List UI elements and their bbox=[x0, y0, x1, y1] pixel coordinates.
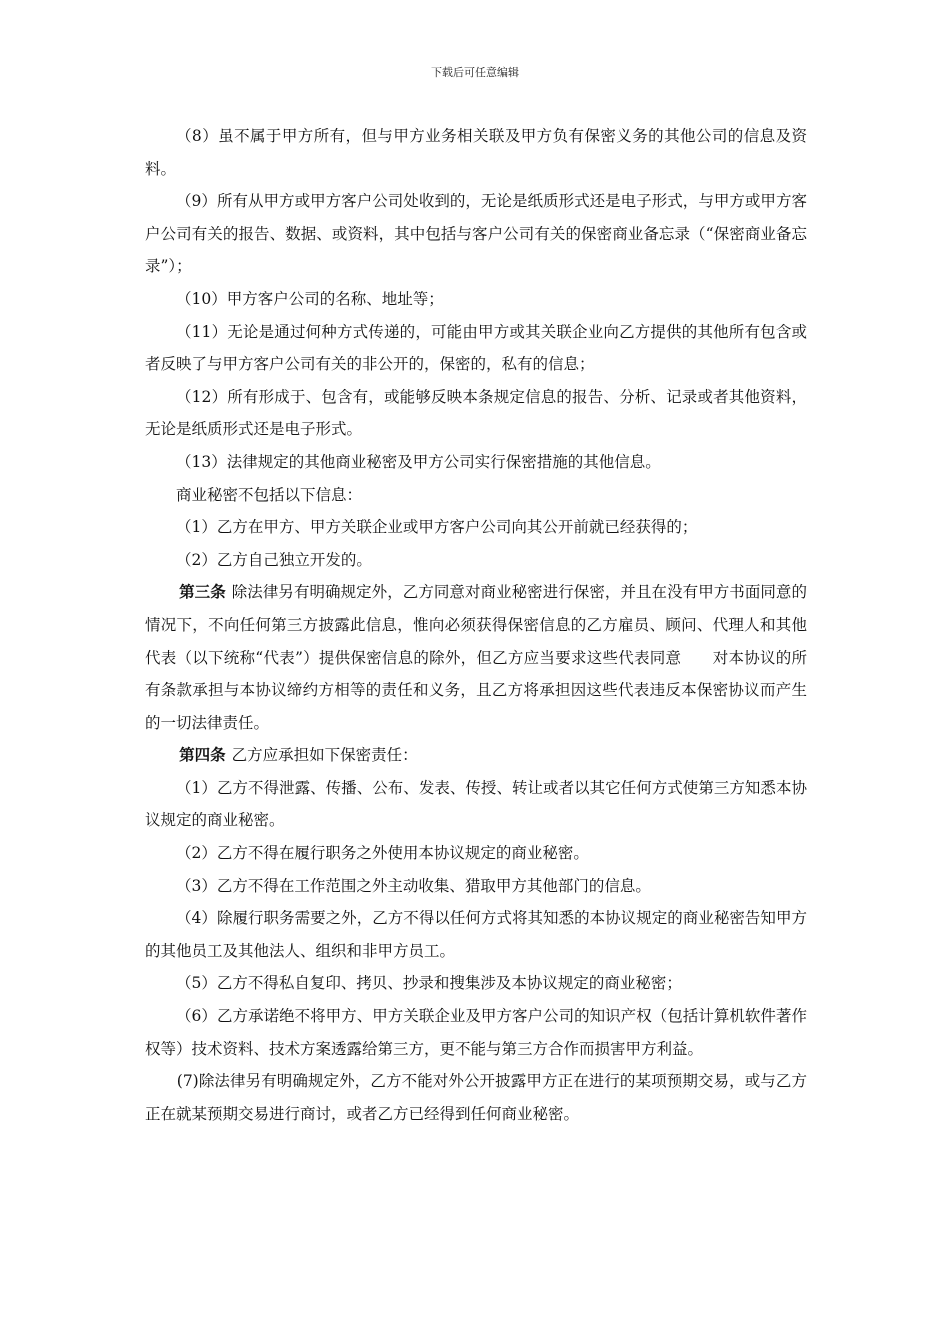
document-body bbox=[145, 120, 807, 1130]
duty-item-7: (7)除法律另有明确规定外，乙方不能对外公开披露甲方正在进行的某项预期交易，或与乙方正在就某预期交易进行商讨，或者乙方已经得到任何商业秘密。 bbox=[145, 1072, 807, 1123]
clause-item-13: （13）法律规定的其他商业秘密及甲方公司实行保密措施的其他信息。 bbox=[176, 452, 661, 471]
clause-item-8: （8）虽不属于甲方所有，但与甲方业务相关联及甲方负有保密义务的其他公司的信息及资料。 bbox=[145, 127, 807, 178]
clause-item-12: （12）所有形成于、包含有，或能够反映本条规定信息的报告、分析、记录或者其他资料，无论是纸质形式还是电子形式。 bbox=[145, 387, 807, 439]
article-3 bbox=[145, 576, 807, 739]
article-4 bbox=[145, 739, 807, 772]
article-3-text: 除法律另有明确规定外，乙方同意对商业秘密进行保密，并且在没有甲方书面同意的情况下，不向任何第三方披露此信息，惟向必须获得保密信息的乙方雇员、顾问、代理人和其他代表（以下统称“代表”）提供保密信息的除外，但乙方应当要求这些代表同意 对本协议的所有条款承担与本协议缔约方相等的责任和义务，且乙方将承担因这些代表违反本保密协议而产生的一切法律责任。 bbox=[145, 583, 807, 732]
exclusion-item-1: （1）乙方在甲方、甲方关联企业或甲方客户公司向其公开前就已经获得的； bbox=[176, 518, 698, 537]
article-3-label: 第三条 bbox=[179, 582, 226, 602]
duty-item-2: （2）乙方不得在履行职务之外使用本协议规定的商业秘密。 bbox=[176, 844, 589, 863]
duty-item-1: （1）乙方不得泄露、传播、公布、发表、传授、转让或者以其它任何方式使第三方知悉本协议规定的商业秘密。 bbox=[145, 778, 807, 830]
article-4-text: 乙方应承担如下保密责任： bbox=[231, 746, 418, 765]
exclusion-intro: 商业秘密不包括以下信息： bbox=[176, 485, 363, 504]
duty-item-3: （3）乙方不得在工作范围之外主动收集、猎取甲方其他部门的信息。 bbox=[176, 876, 651, 895]
clause-item-9: （9）所有从甲方或甲方客户公司处收到的，无论是纸质形式还是电子形式，与甲方或甲方客户公司有关的报告、数据、或资料，其中包括与客户公司有关的保密商业备忘录（“保密商业备忘录”）； bbox=[145, 192, 807, 276]
page-header: 下载后可任意编辑 bbox=[431, 66, 519, 79]
article-4-label: 第四条 bbox=[179, 745, 226, 765]
duty-item-6: （6）乙方承诺绝不将甲方、甲方关联企业及甲方客户公司的知识产权（包括计算机软件著作权等）技术资料、技术方案透露给第三方，更不能与第三方合作而损害甲方利益。 bbox=[145, 1007, 807, 1058]
exclusion-item-2: （2）乙方自己独立开发的。 bbox=[176, 550, 372, 569]
clause-item-10: （10）甲方客户公司的名称、地址等； bbox=[176, 289, 444, 308]
clause-item-11: （11）无论是通过何种方式传递的，可能由甲方或其关联企业向乙方提供的其他所有包含或者反映了与甲方客户公司有关的非公开的，保密的，私有的信息； bbox=[145, 322, 807, 374]
duty-item-5: （5）乙方不得私自复印、拷贝、抄录和搜集涉及本协议规定的商业秘密； bbox=[176, 974, 682, 993]
duty-item-4: （4）除履行职务需要之外，乙方不得以任何方式将其知悉的本协议规定的商业秘密告知甲方的其他员工及其他法人、组织和非甲方员工。 bbox=[145, 909, 807, 960]
